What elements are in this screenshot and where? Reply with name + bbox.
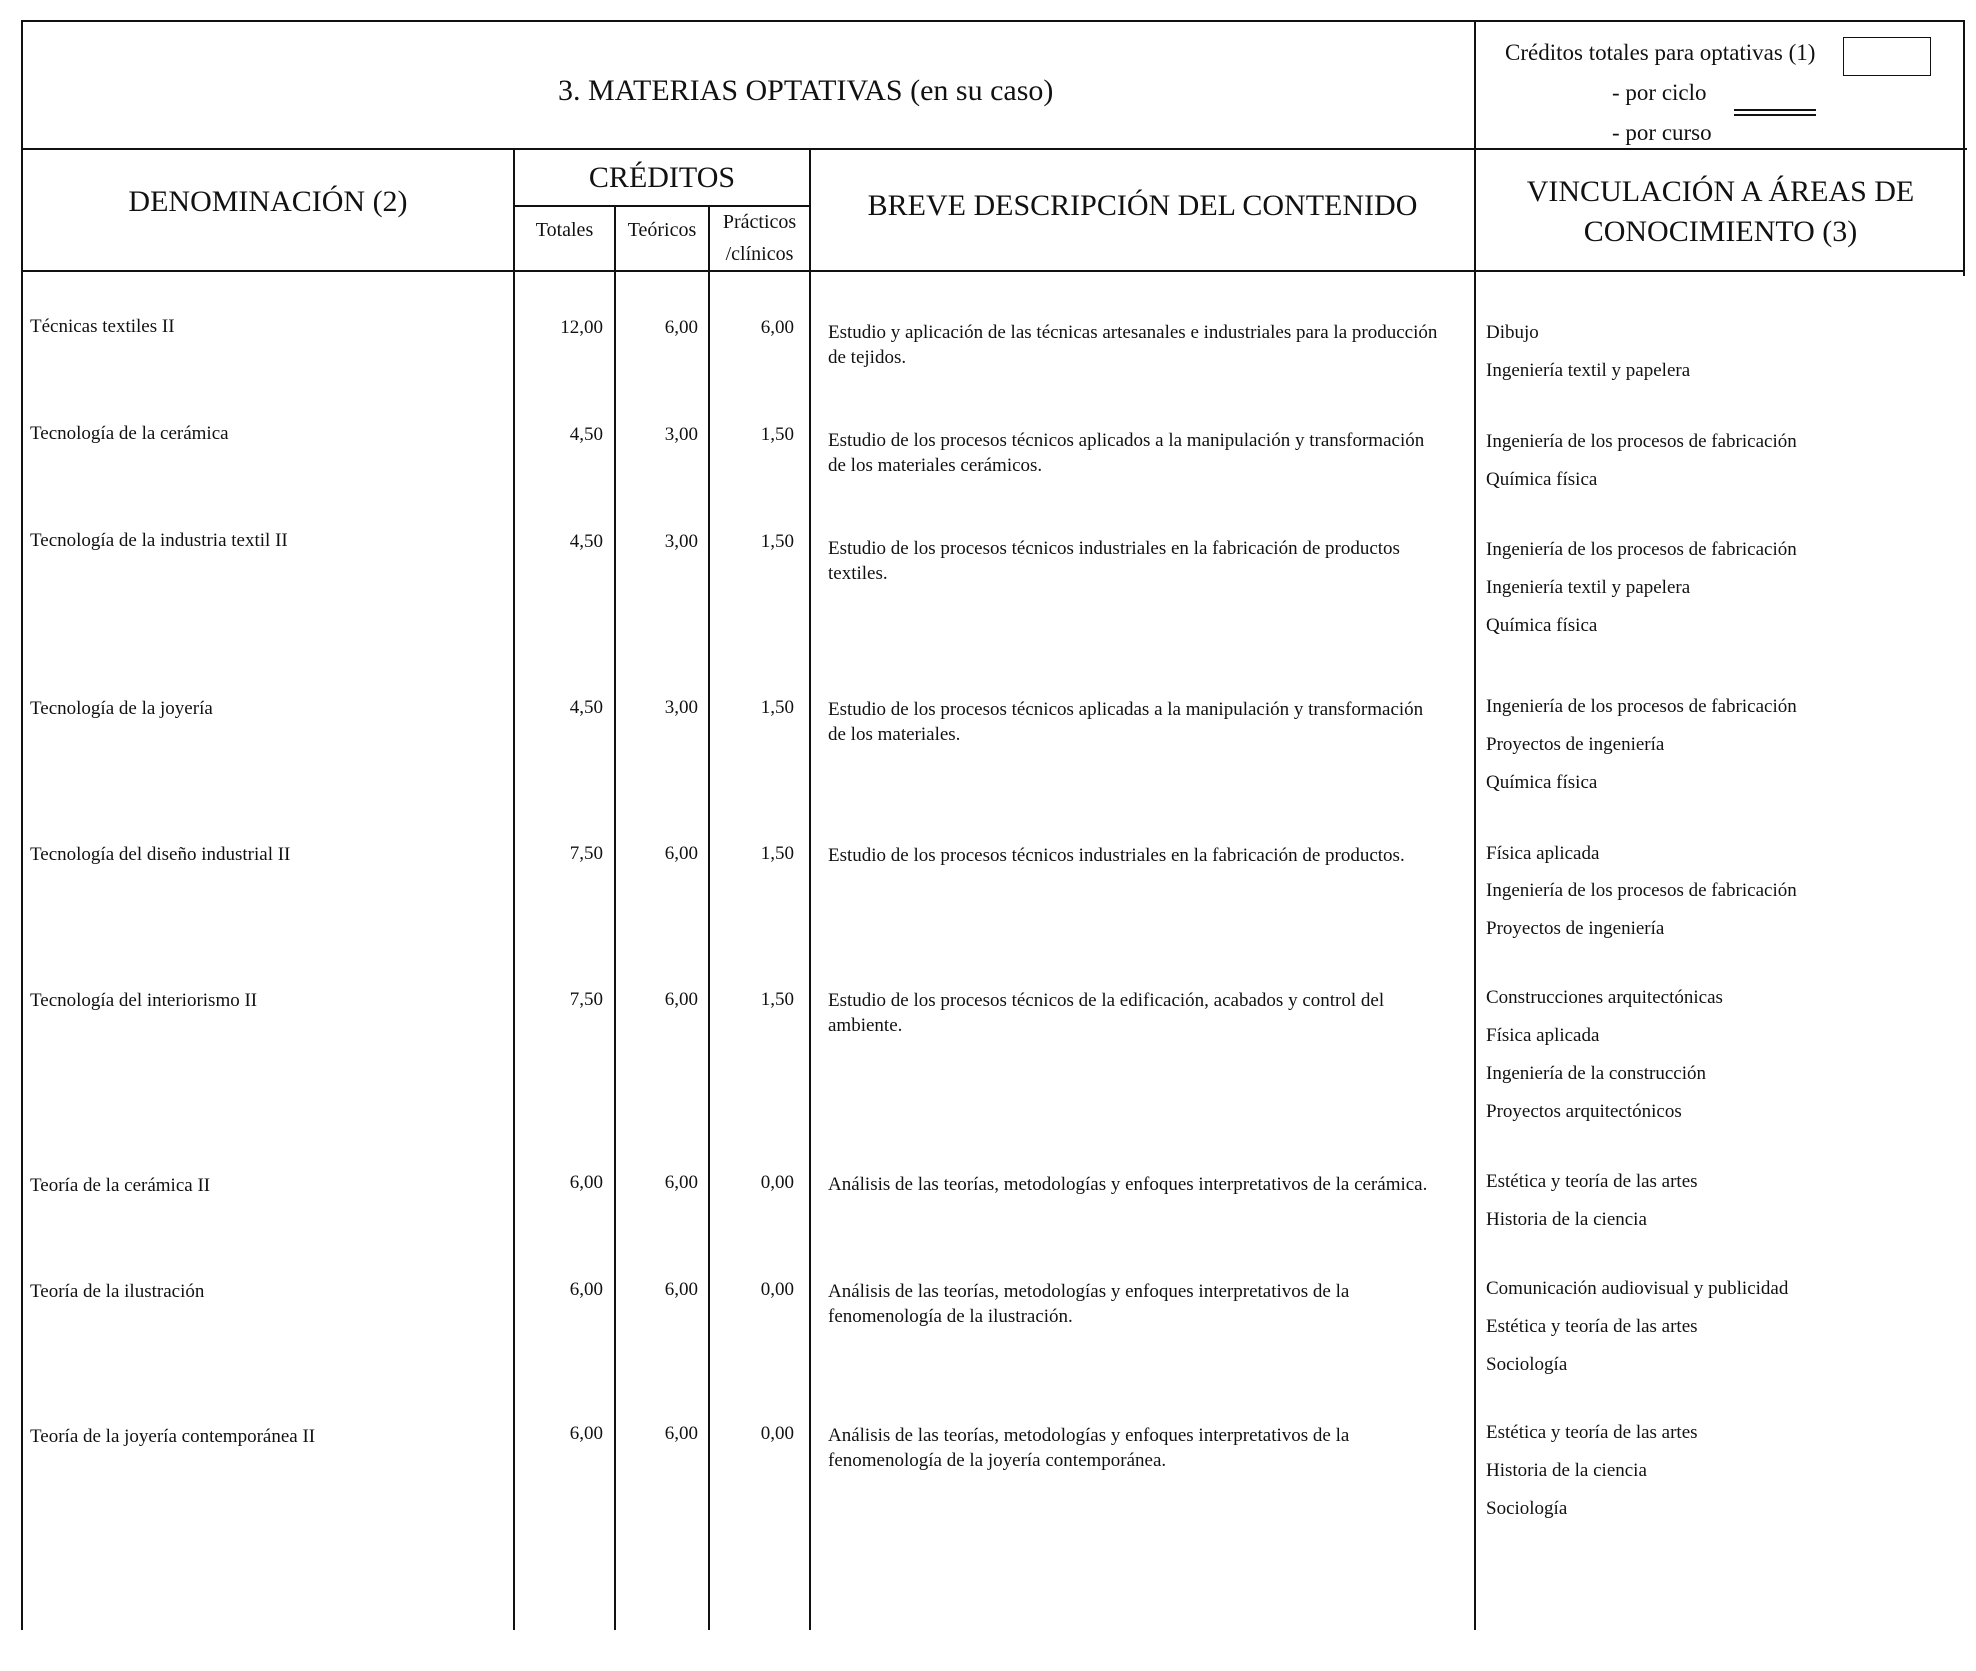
col-divider-totales (614, 205, 616, 1630)
row-8-teoricos: 6,00 (664, 1279, 698, 1300)
row-8-name: Teoría de la ilustración (30, 1281, 205, 1302)
row-3-name: Tecnología de la industria textil II (30, 530, 288, 551)
row-6-area-4: Proyectos arquitectónicos (1486, 1101, 1682, 1122)
row-3-practicos: 1,50 (760, 531, 794, 552)
row-9-name: Teoría de la joyería contemporánea II (30, 1426, 316, 1447)
row-7-area-1: Estética y teoría de las artes (1486, 1171, 1698, 1192)
col-divider-teoricos (708, 205, 710, 1630)
row-3-teoricos: 3,00 (664, 531, 698, 552)
row-1-teoricos: 6,00 (664, 317, 698, 338)
section-header-divider (21, 148, 1967, 150)
row-4-teoricos: 3,00 (664, 697, 698, 718)
row-4-totales: 4,50 (569, 697, 603, 718)
row-8-area-1: Comunicación audiovisual y publicidad (1486, 1278, 1789, 1299)
row-8-totales: 6,00 (569, 1279, 603, 1300)
header-totales: Totales (535, 219, 594, 241)
row-8-area-3: Sociología (1486, 1354, 1568, 1375)
row-3-area-2: Ingeniería textil y papelera (1486, 577, 1691, 598)
table-top-border (21, 20, 1965, 22)
row-4-name: Tecnología de la joyería (30, 698, 213, 719)
row-4-practicos: 1,50 (760, 697, 794, 718)
row-1-area-2: Ingeniería textil y papelera (1486, 360, 1691, 381)
row-9-practicos: 0,00 (760, 1423, 794, 1444)
row-8-practicos: 0,00 (760, 1279, 794, 1300)
per-course-label: - por curso (1612, 120, 1712, 145)
row-9-area-3: Sociología (1486, 1498, 1568, 1519)
row-4-area-1: Ingeniería de los procesos de fabricación (1486, 696, 1797, 717)
header-teoricos: Teóricos (627, 219, 697, 241)
row-8-description: Análisis de las teorías, metodologías y enfoques interpretativos de la fenomenología de la ilustración. (828, 1281, 1350, 1327)
row-2-totales: 4,50 (569, 424, 603, 445)
header-creditos: CRÉDITOS (588, 161, 736, 194)
header-practicos-2: /clínicos (725, 243, 794, 265)
row-1-area-1: Dibujo (1486, 322, 1539, 343)
row-4-area-3: Química física (1486, 772, 1598, 793)
row-6-totales: 7,50 (569, 989, 603, 1010)
col-divider-descripcion (1474, 148, 1476, 1630)
row-6-teoricos: 6,00 (664, 989, 698, 1010)
row-5-description: Estudio de los procesos técnicos industriales en la fabricación de productos. (828, 845, 1405, 866)
row-5-teoricos: 6,00 (664, 843, 698, 864)
row-7-area-2: Historia de la ciencia (1486, 1209, 1647, 1230)
row-6-area-2: Física aplicada (1486, 1025, 1600, 1046)
row-1-description: Estudio y aplicación de las técnicas artesanales e industriales para la producción de tejidos. (828, 322, 1438, 368)
row-6-practicos: 1,50 (760, 989, 794, 1010)
row-5-practicos: 1,50 (760, 843, 794, 864)
per-course-blank[interactable] (1734, 114, 1816, 116)
row-6-description: Estudio de los procesos técnicos de la edificación, acabados y control del ambiente. (828, 990, 1385, 1036)
header-descripcion: BREVE DESCRIPCIÓN DEL CONTENIDO (867, 189, 1418, 222)
row-9-description: Análisis de las teorías, metodologías y enfoques interpretativos de la fenomenología de la joyería contemporánea. (828, 1425, 1350, 1471)
row-9-totales: 6,00 (569, 1423, 603, 1444)
row-3-totales: 4,50 (569, 531, 603, 552)
row-2-practicos: 1,50 (760, 424, 794, 445)
header-denominacion: DENOMINACIÓN (2) (128, 185, 408, 218)
row-7-practicos: 0,00 (760, 1172, 794, 1193)
row-1-name: Técnicas textiles II (30, 316, 175, 337)
table-left-border (21, 20, 23, 1630)
col-divider-denominacion (513, 148, 515, 1630)
credits-total-box[interactable] (1843, 37, 1931, 76)
column-header-bottom-border (21, 270, 1965, 272)
row-5-area-2: Ingeniería de los procesos de fabricación (1486, 880, 1797, 901)
row-2-name: Tecnología de la cerámica (30, 423, 229, 444)
row-1-practicos: 6,00 (760, 317, 794, 338)
header-vinculacion-2: CONOCIMIENTO (3) (1583, 215, 1858, 248)
row-4-area-2: Proyectos de ingeniería (1486, 734, 1665, 755)
row-2-area-1: Ingeniería de los procesos de fabricación (1486, 431, 1797, 452)
row-3-area-1: Ingeniería de los procesos de fabricación (1486, 539, 1797, 560)
row-2-description: Estudio de los procesos técnicos aplicados a la manipulación y transformación de los materiales cerámicos. (828, 430, 1425, 476)
row-6-name: Tecnología del interiorismo II (30, 990, 258, 1011)
row-2-teoricos: 3,00 (664, 424, 698, 445)
col-divider-practicos (809, 148, 811, 1630)
row-5-area-3: Proyectos de ingeniería (1486, 918, 1665, 939)
row-5-area-1: Física aplicada (1486, 843, 1600, 864)
credits-total-label: Créditos totales para optativas (1) (1505, 40, 1816, 65)
row-9-area-2: Historia de la ciencia (1486, 1460, 1647, 1481)
row-9-area-1: Estética y teoría de las artes (1486, 1422, 1698, 1443)
section-title: 3. MATERIAS OPTATIVAS (en su caso) (558, 74, 1054, 107)
row-7-totales: 6,00 (569, 1172, 603, 1193)
row-8-area-2: Estética y teoría de las artes (1486, 1316, 1698, 1337)
credits-panel-left-border (1474, 20, 1476, 150)
row-6-area-3: Ingeniería de la construcción (1486, 1063, 1706, 1084)
row-5-name: Tecnología del diseño industrial II (30, 844, 291, 865)
row-2-area-2: Química física (1486, 469, 1598, 490)
row-7-name: Teoría de la cerámica II (30, 1175, 211, 1196)
per-cycle-blank[interactable] (1734, 109, 1816, 111)
header-vinculacion-1: VINCULACIÓN A ÁREAS DE (1526, 175, 1915, 208)
row-6-area-1: Construcciones arquitectónicas (1486, 987, 1723, 1008)
row-3-description: Estudio de los procesos técnicos industriales en la fabricación de productos textiles. (828, 538, 1400, 584)
row-3-area-3: Química física (1486, 615, 1598, 636)
header-practicos-1: Prácticos (722, 211, 797, 233)
row-1-totales: 12,00 (560, 317, 603, 338)
row-4-description: Estudio de los procesos técnicos aplicadas a la manipulación y transformación de los materiales. (828, 699, 1424, 745)
row-5-totales: 7,50 (569, 843, 603, 864)
row-7-description: Análisis de las teorías, metodologías y enfoques interpretativos de la cerámica. (828, 1174, 1428, 1195)
row-9-teoricos: 6,00 (664, 1423, 698, 1444)
per-cycle-label: - por ciclo (1612, 80, 1707, 105)
row-7-teoricos: 6,00 (664, 1172, 698, 1193)
